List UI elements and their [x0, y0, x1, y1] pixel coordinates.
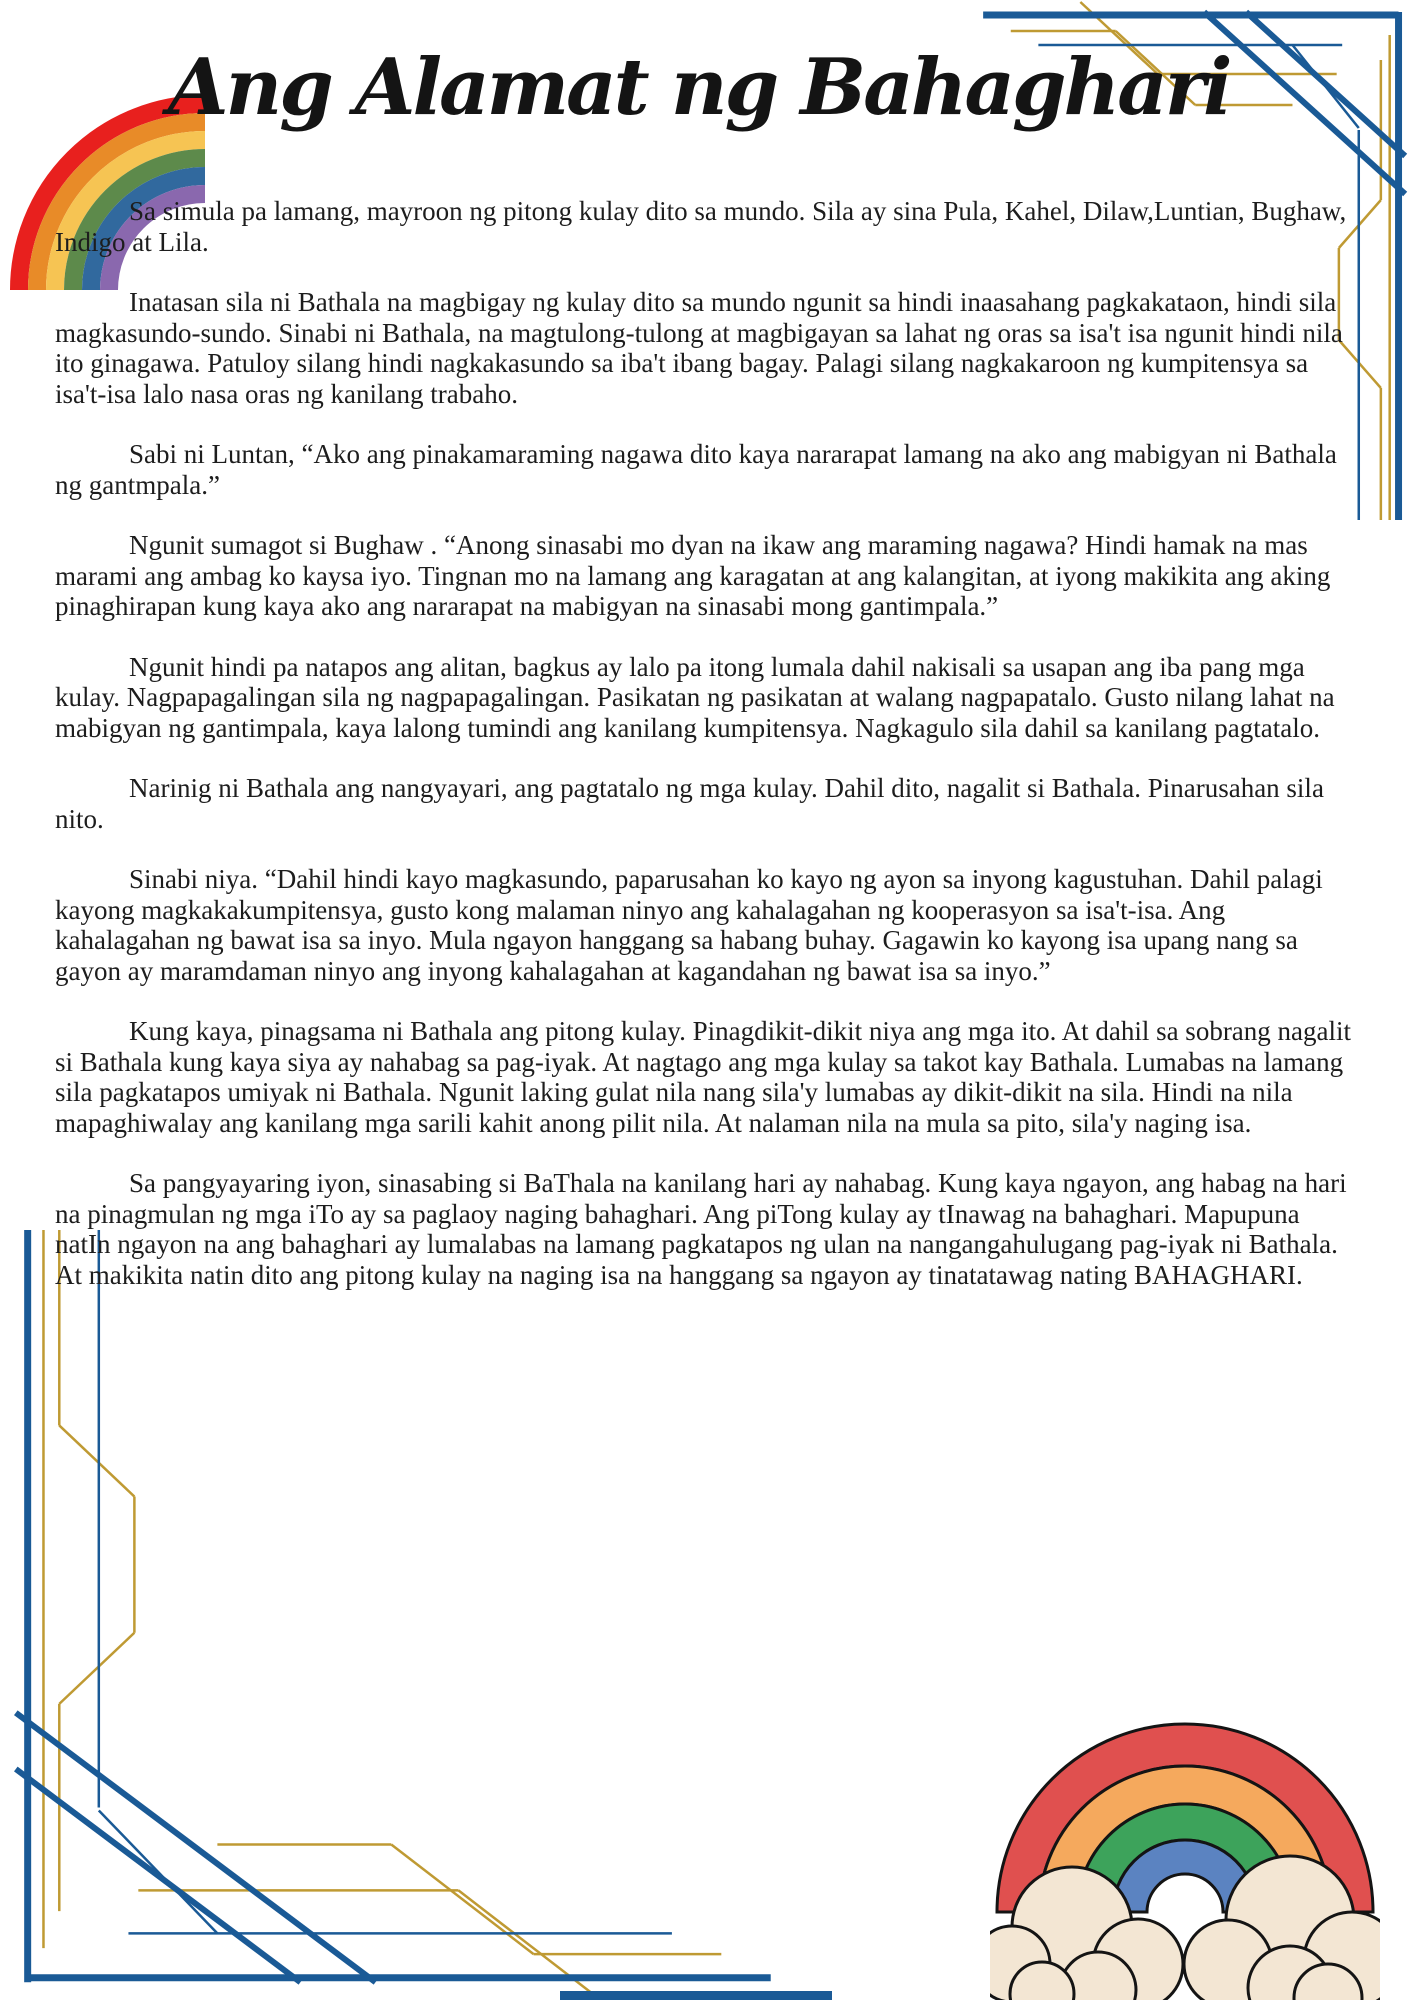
- rainbow-clouds-illustration: [990, 1722, 1380, 2000]
- paragraph: Kung kaya, pinagsama ni Bathala ang pitong kulay. Pinagdikit-dikit niya ang mga ito. At dahil sa sobrang nagalit si Bathala kung kaya siya ay nahabag sa pag-iyak. At nagtago ang mga kulay sa takot kay Bathala. Lumabas na lamang sila pagkatapos umiyak ni Bathala. Ngunit laking gulat nila nang sila'y lumabas ay dikit-dikit na sila. Hindi na nila mapaghiwalay ang kanilang mga sarili kahit anong pilit nila. At nalaman nila na mula sa pito, sila'y naging isa.: [55, 1016, 1352, 1138]
- bottom-edge-bar: [560, 1991, 832, 2000]
- paragraph: Narinig ni Bathala ang nangyayari, ang pagtatalo ng mga kulay. Dahil dito, nagalit si Bathala. Pinarusahan sila nito.: [55, 773, 1324, 834]
- paragraph: Sa simula pa lamang, mayroon ng pitong kulay dito sa mundo. Sila ay sina Pula, Kahel, Dilaw,Luntian, Bughaw, Indigo at Lila.: [55, 196, 1347, 257]
- paragraph: Ngunit sumagot si Bughaw . “Anong sinasabi mo dyan na ikaw ang maraming nagawa? Hindi hamak na mas marami ang ambag ko kaysa iyo. Tingnan mo na lamang ang karagatan at ang kalangitan, at iyong makikita ang aking pinaghirapan kung kaya ako ang nararapat na mabigyan na sinasabi mong gantimpala.”: [55, 530, 1331, 621]
- blue-lines: [16, 1230, 771, 1982]
- gold-lines: [43, 1230, 721, 1997]
- paragraph: Inatasan sila ni Bathala na magbigay ng kulay dito sa mundo ngunit sa hindi inaasahang pagkakataon, hindi sila magkasundo-sundo. Sinabi ni Bathala, na magtulong-tulong at magbigayan sa lahat ng oras sa isa't isa ngunit hindi nila ito ginagawa. Patuloy silang hindi nagkakasundo sa iba't ibang bagay. Palagi silang nagkakaroon ng kumpitensya sa isa't-isa lalo nasa oras ng kanilang trabaho.: [55, 287, 1343, 409]
- paragraph: Sinabi niya. “Dahil hindi kayo magkasundo, paparusahan ko kayo ng ayon sa inyong kagustuhan. Dahil palagi kayong magkakakumpitensya, gusto kong malaman ninyo ang kahalagahan ng kooperasyon sa isa't-isa. Ang kahalagahan ng bawat isa sa inyo. Mula ngayon hanggang sa habang buhay. Gagawin ko kayong isa upang nang sa gayon ay maramdaman ninyo ang inyong kahalagahan at kagandahan ng bawat isa sa inyo.”: [55, 864, 1323, 986]
- bottom-edge-bar-fill: [560, 1991, 832, 2000]
- page-title: Ang Alamat ng Bahaghari: [168, 42, 1230, 133]
- paragraph: Sabi ni Luntan, “Ako ang pinakamaraming nagawa dito kaya nararapat lamang na ako ang mabigyan ni Bathala ng gantmpala.”: [55, 439, 1337, 500]
- corner-ornament-bottom-left: [0, 1230, 830, 2000]
- paragraph: Sa pangyayaring iyon, sinasabing si BaThala na kanilang hari ay nahabag. Kung kaya ngayon, ang habag na hari na pinagmulan ng mga iTo ay sa paglaoy naging bahaghari. Ang piTong kulay ay tInawag na bahaghari. Mapupuna natIn ngayon na ang bahaghari ay lumalabas na lamang pagkatapos ng ulan na nangangahulugang pag-iyak ni Bathala. At makikita natin dito ang pitong kulay na naging isa na hanggang sa ngayon ay tinatatawag nating BAHAGHARI.: [55, 1168, 1347, 1290]
- story-text: [55, 196, 1361, 1320]
- paragraph: Ngunit hindi pa natapos ang alitan, bagkus ay lalo pa itong lumala dahil nakisali sa usapan ang iba pang mga kulay. Nagpapagalingan sila ng nagpapagalingan. Pasikatan ng pasikatan at walang nagpapatalo. Gusto nilang lahat na mabigyan ng gantimpala, kaya lalong tumindi ang kanilang kumpitensya. Nagkagulo sila dahil sa kanilang pagtatalo.: [55, 651, 1335, 743]
